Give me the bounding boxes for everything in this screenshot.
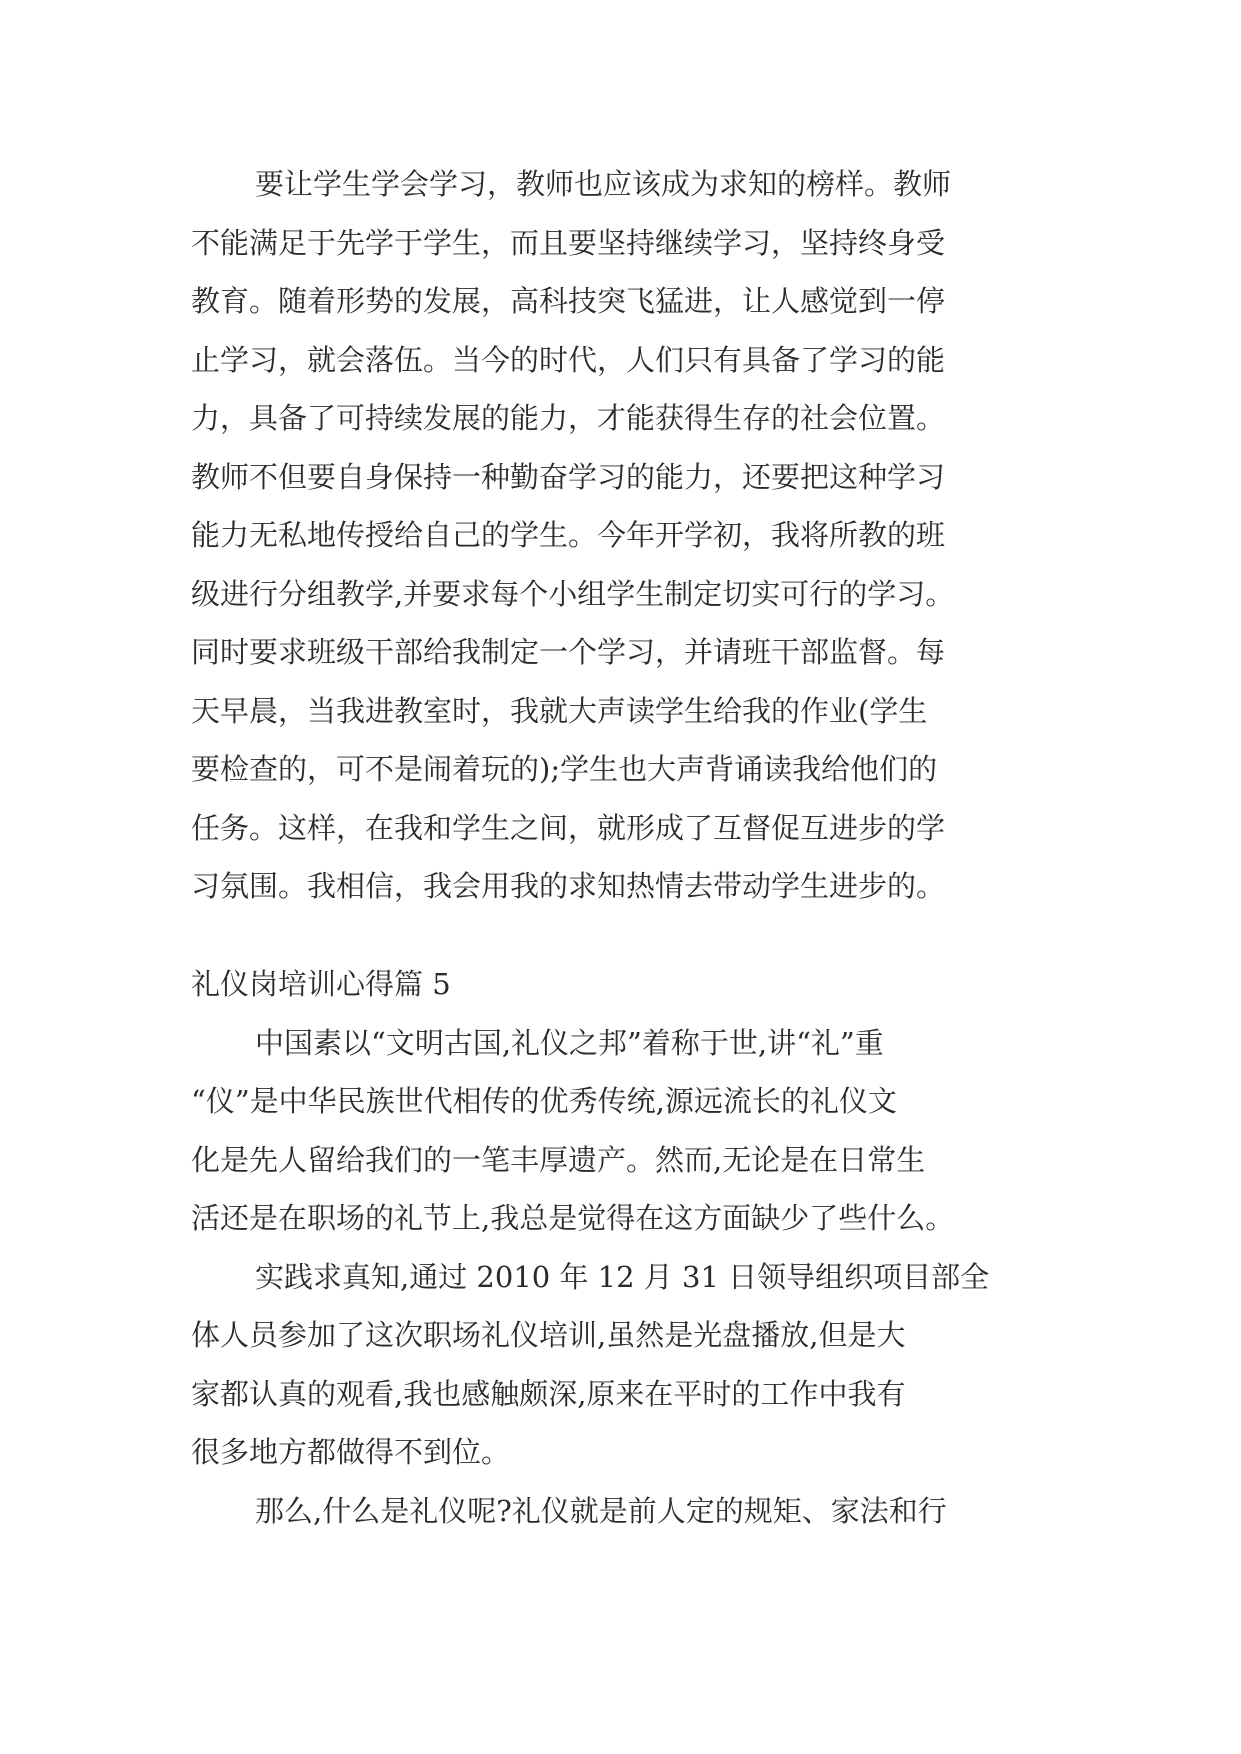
text-line: “仪”是中华民族世代相传的优秀传统,源远流长的礼仪文 bbox=[191, 1084, 897, 1118]
section-heading: 礼仪岗培训心得篇 5 bbox=[191, 967, 451, 1001]
text-line: 级进行分组教学,并要求每个小组学生制定切实可行的学习。 bbox=[191, 576, 955, 611]
text-line: 要检查的，可不是闹着玩的);学生也大声背诵读我给他们的 bbox=[191, 752, 938, 786]
text-line: 止学习，就会落伍。当今的时代，人们只有具备了学习的能 bbox=[191, 342, 946, 377]
text-line: 任务。这样，在我和学生之间，就形成了互督促互进步的学 bbox=[191, 810, 946, 845]
text-line: 活还是在职场的礼节上,我总是觉得在这方面缺少了些什么。 bbox=[191, 1201, 955, 1235]
text-line: 习氛围。我相信，我会用我的求知热情去带动学生进步的。 bbox=[191, 869, 946, 903]
text-line: 那么,什么是礼仪呢?礼仪就是前人定的规矩、家法和行 bbox=[255, 1493, 947, 1528]
paragraph-learning bbox=[191, 155, 1051, 916]
text-line: 体人员参加了这次职场礼仪培训,虽然是光盘播放,但是大 bbox=[191, 1318, 906, 1352]
text-line: 教师不但要自身保持一种勤奋学习的能力，还要把这种学习 bbox=[191, 459, 946, 494]
text-line: 化是先人留给我们的一笔丰厚遗产。然而,无论是在日常生 bbox=[191, 1142, 926, 1177]
text-line: 天早晨，当我进教室时，我就大声读学生给我的作业(学生 bbox=[191, 693, 928, 728]
text-line: 家都认真的观看,我也感触颇深,原来在平时的工作中我有 bbox=[191, 1376, 906, 1411]
text-line: 同时要求班级干部给我制定一个学习，并请班干部监督。每 bbox=[191, 635, 946, 669]
text-line: 能力无私地传授给自己的学生。今年开学初，我将所教的班 bbox=[191, 518, 946, 552]
text-line: 实践求真知,通过 2010 年 12 月 31 日领导组织项目部全 bbox=[255, 1259, 990, 1294]
text-line: 不能满足于先学于学生，而且要坚持继续学习，坚持终身受 bbox=[191, 225, 946, 260]
text-line: 教育。随着形势的发展，高科技突飞猛进，让人感觉到一停 bbox=[191, 284, 946, 318]
text-line: 中国素以“文明古国,礼仪之邦”着称于世,讲“礼”重 bbox=[255, 1025, 884, 1060]
text-line: 很多地方都做得不到位。 bbox=[191, 1435, 511, 1469]
text-line: 力，具备了可持续发展的能力，才能获得生存的社会位置。 bbox=[191, 401, 946, 435]
text-line: 要让学生学会学习，教师也应该成为求知的榜样。教师 bbox=[255, 167, 952, 201]
section-etiquette bbox=[191, 955, 1051, 1540]
